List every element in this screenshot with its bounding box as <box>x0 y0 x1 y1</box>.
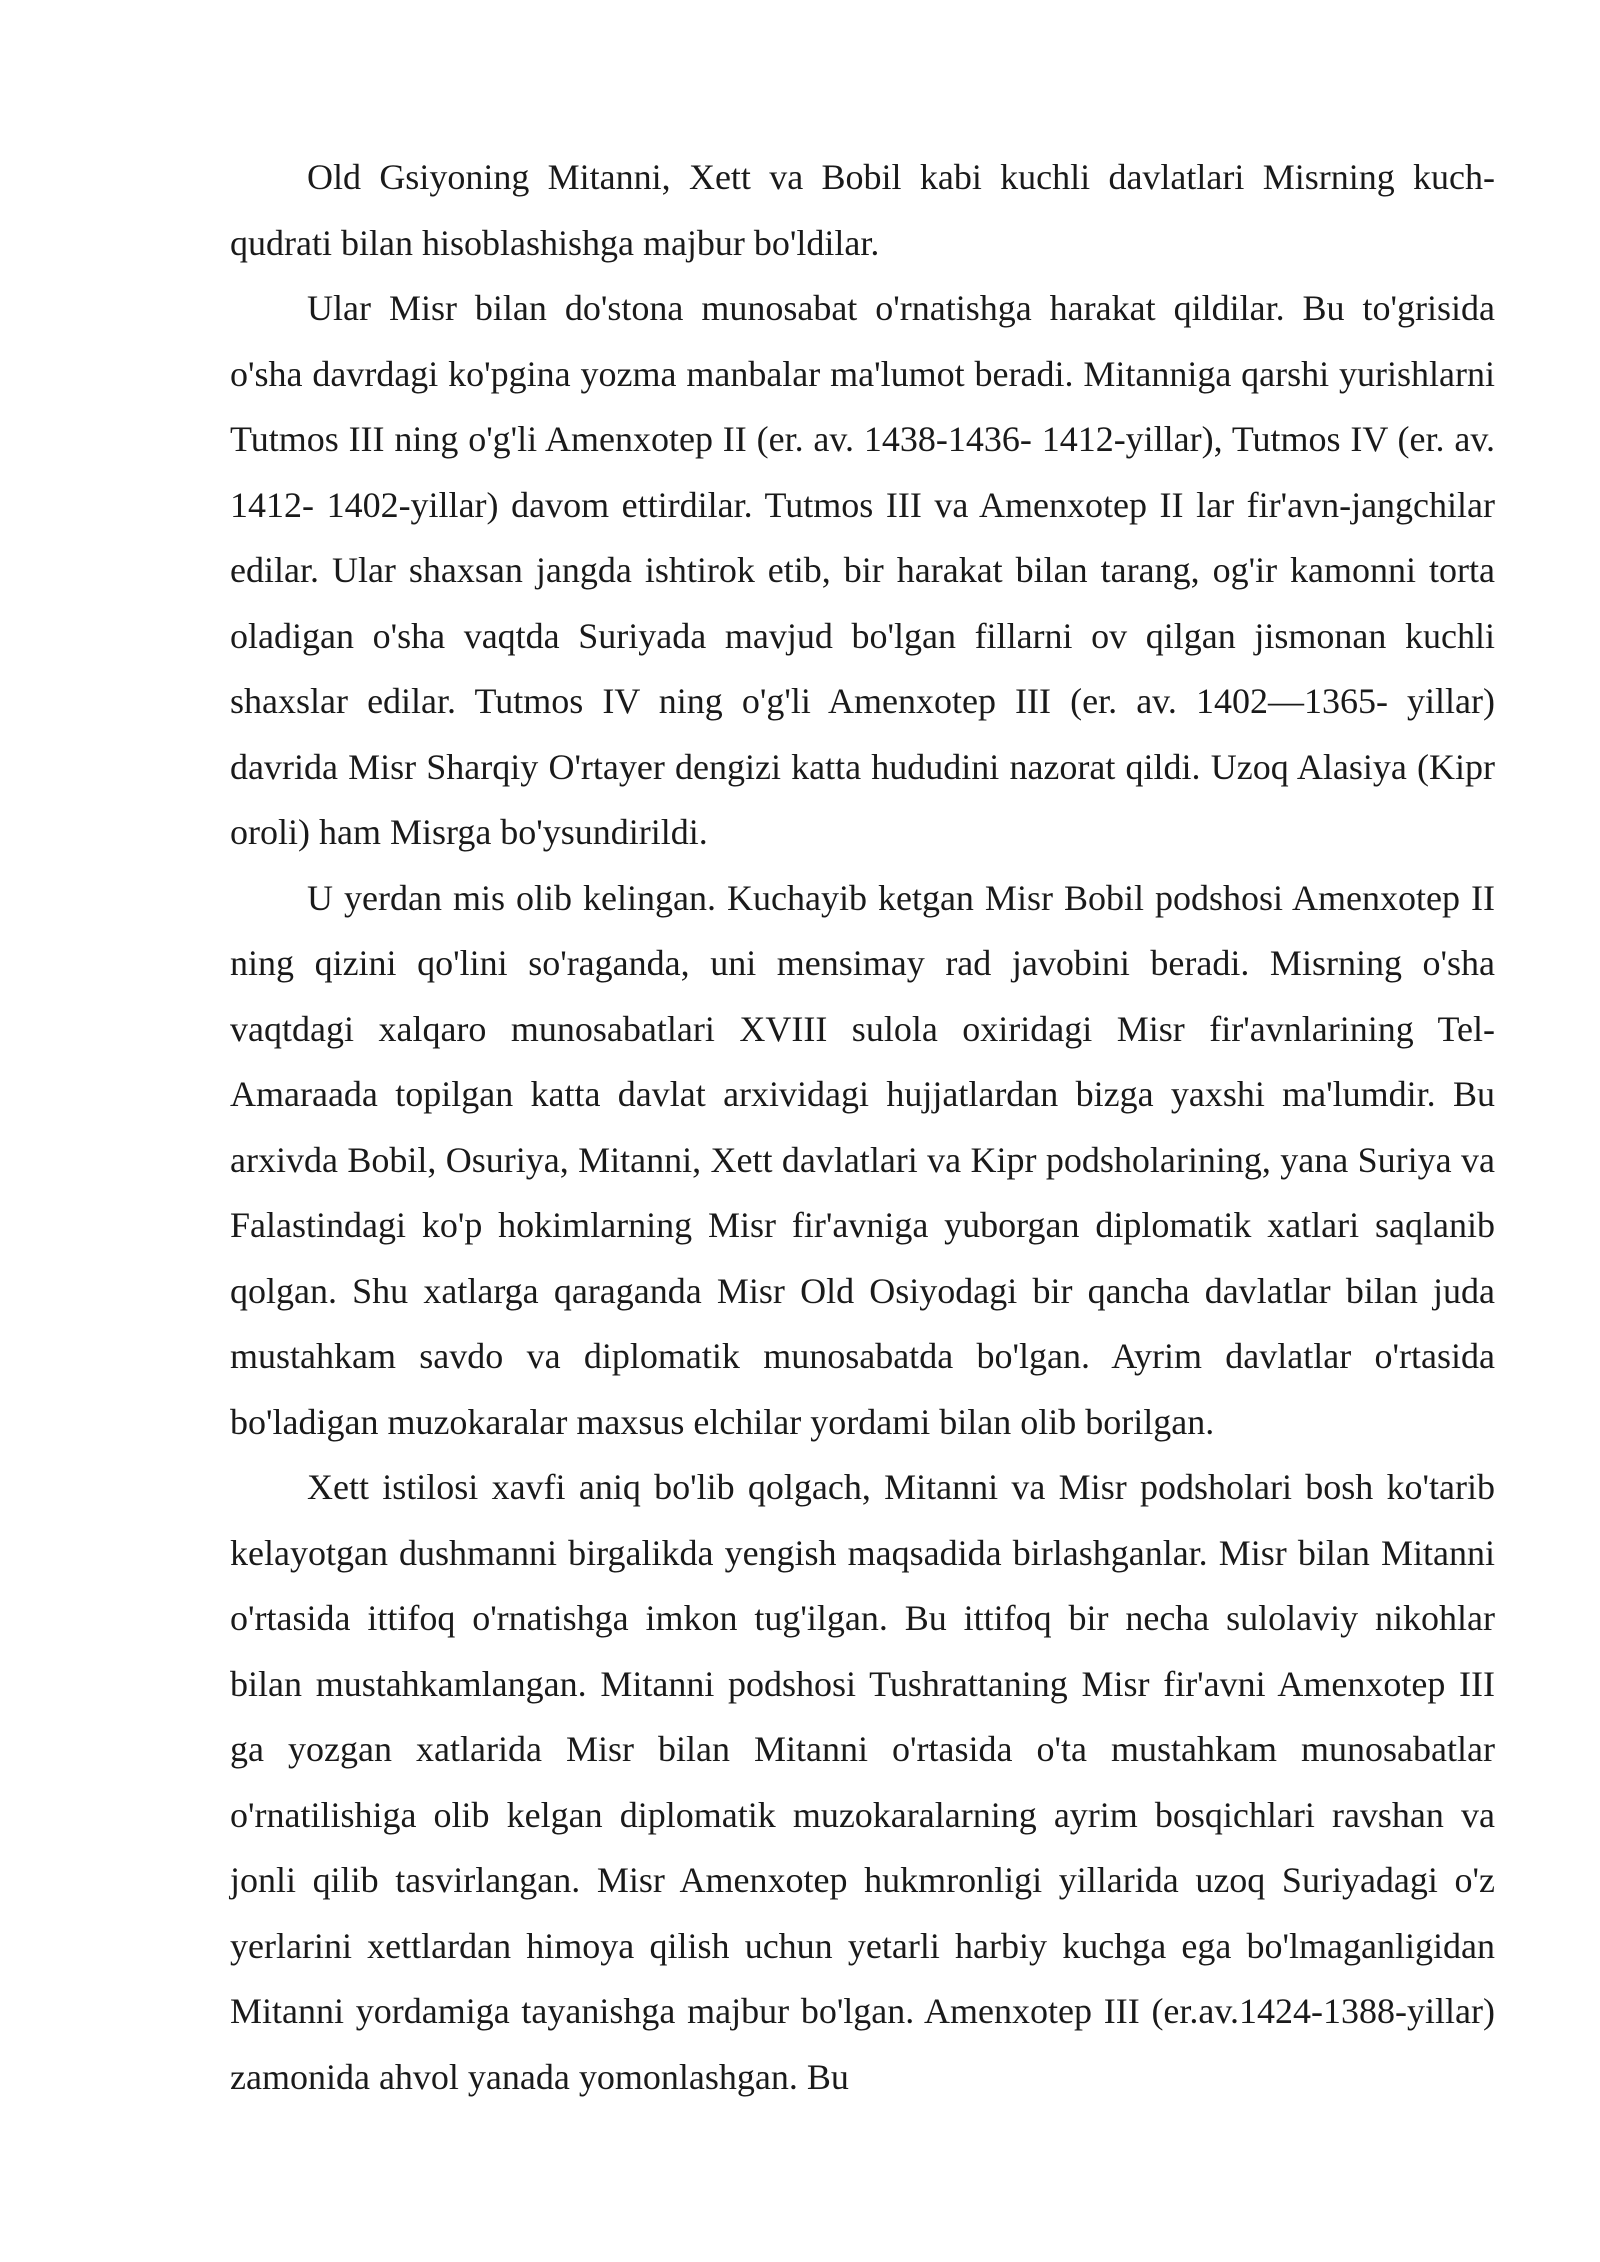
paragraph-1: Old Gsiyoning Mitanni, Xett va Bobil kabi kuchli davlatlari Misrning kuch-qudrati bilan hisoblashishga majbur bo'ldilar. <box>230 157 1495 263</box>
paragraph-3: U yerdan mis olib kelingan. Kuchayib ketgan Misr Bobil podshosi Amenxotep II ning qizini qo'lini so'raganda, uni mensimay rad javobini beradi. Misrning o'sha vaqtdagi xalqaro munosabatlari XVIII sulola oxiridagi Misr fir'avnlarining Tel-Amaraada topilgan katta davlat arxividagi hujjatlardan bizga yaxshi ma'lumdir. Bu arxivda Bobil, Osuriya, Mitanni, Xett davlatlari va Kipr podsholarining, yana Suriya va Falastindagi ko'p hokimlarning Misr fir'avniga yuborgan diplomatik xatlari saqlanib qolgan. Shu xatlarga qaraganda Misr Old Osiyodagi bir qancha davlatlar bilan juda mustahkam savdo va diplomatik munosabatda bo'lgan. Ayrim davlatlar o'rtasida bo'ladigan muzokaralar maxsus elchilar yordami bilan olib borilgan. <box>230 877 1495 1442</box>
paragraph-2: Ular Misr bilan do'stona munosabat o'rnatishga harakat qildilar. Bu to'grisida o'sha davrdagi ko'pgina yozma manbalar ma'lumot beradi. Mitanniga qarshi yurishlarni Tutmos III ning o'g'li Amenxotep II (er. av. 1438-1436- 1412-yillar), Tutmos IV (er. av. 1412- 1402-yillar) davom ettirdilar. Tutmos III va Amenxotep II lar fir'avn-jangchilar edilar. Ular shaxsan jangda ishtirok etib, bir harakat bilan tarang, og'ir kamonni torta oladigan o'sha vaqtda Suriyada mavjud bo'lgan fillarni ov qilgan jismonan kuchli shaxslar edilar. Tutmos IV ning o'g'li Amenxotep III (er. av. 1402—1365- yillar) davrida Misr Sharqiy O'rtayer dengizi katta hududini nazorat qildi. Uzoq Alasiya (Kipr oroli) ham Misrga bo'ysundirildi. <box>230 288 1495 852</box>
document-page <box>230 145 1495 2110</box>
paragraph-4: Xett istilosi xavfi aniq bo'lib qolgach, Mitanni va Misr podsholari bosh ko'tarib kelayotgan dushmanni birgalikda yengish maqsadida birlashganlar. Misr bilan Mitanni o'rtasida ittifoq o'rnatishga imkon tug'ilgan. Bu ittifoq bir necha sulolaviy nikohlar bilan mustahkamlangan. Mitanni podshosi Tushrattaning Misr fir'avni Amenxotep III ga yozgan xatlarida Misr bilan Mitanni o'rtasida o'ta mustahkam munosabatlar o'rnatilishiga olib kelgan diplomatik muzokaralarning ayrim bosqichlari ravshan va jonli qilib tasvirlangan. Misr Amenxotep hukmronligi yillarida uzoq Suriyadagi o'z yerlarini xettlardan himoya qilish uchun yetarli harbiy kuchga ega bo'lmaganligidan Mitanni yordamiga tayanishga majbur bo'lgan. Amenxotep III (er.av.1424-1388-yillar) zamonida ahvol yanada yomonlashgan. Bu <box>230 1467 1495 2097</box>
